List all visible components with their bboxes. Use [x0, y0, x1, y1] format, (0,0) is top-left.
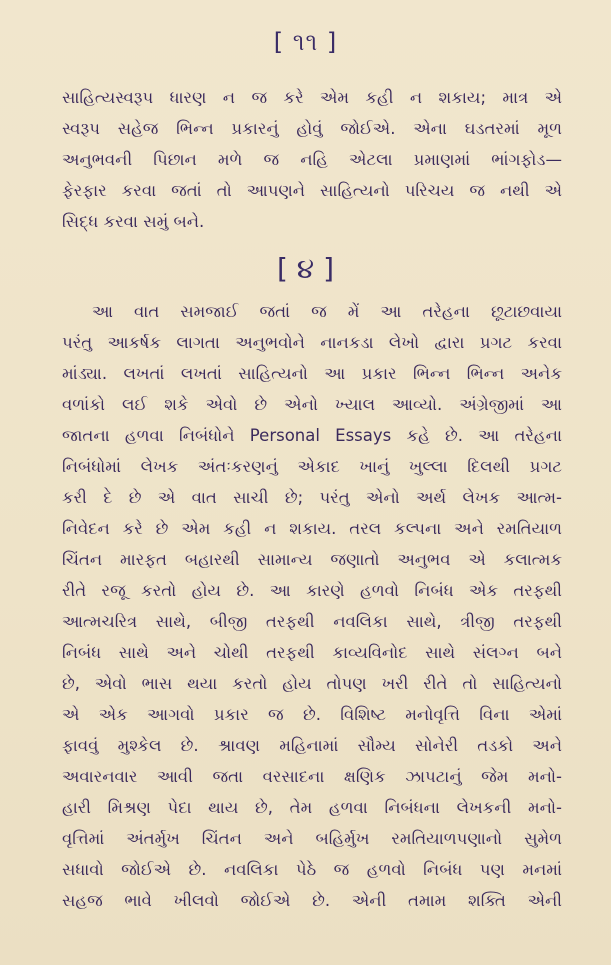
- paragraph-top: [62, 82, 562, 237]
- paragraph-line: સાહિત્યસ્વરૂપ ધારણ ન જ કરે એમ કહી ન શકાય; માત્ર એ: [62, 88, 562, 107]
- paragraph-line: પરંતુ આકર્ષક લાગતા અનુભવોને નાનકડા લેખો દ્વારા પ્રગટ કરવા: [62, 333, 562, 352]
- paragraph-line: જાતના હળવા નિબંધોને Personal Essays કહે છે. આ તરેહના: [62, 426, 562, 445]
- paragraph-line: આત્મચરિત્ર સાથે, બીજી તરફથી નવલિકા સાથે, ત્રીજી તરફથી: [62, 612, 562, 631]
- paragraph-line: કરી દે છે એ વાત સાચી છે; પરંતુ એનો અર્થ લેખક આત્મ-: [62, 488, 562, 507]
- paragraph-line: સહજ ભાવે ખીલવો જોઈએ છે. એની તમામ શક્તિ એની: [62, 891, 562, 910]
- paragraph-line: એ એક આગવો પ્રકાર જ છે. વિશિષ્ટ મનોવૃત્તિ વિના એમાં: [62, 705, 562, 724]
- paragraph-line: ફેરફાર કરવા જતાં તો આપણને સાહિત્યનો પરિચય જ નથી એ: [62, 181, 562, 200]
- paragraph-line: સધાવો જોઈએ છે. નવલિકા પેઠે જ હળવો નિબંધ પણ મનમાં: [62, 860, 562, 879]
- paragraph-line: સિદ્ધ કરવા સમું બને.: [62, 212, 205, 231]
- paragraph-line: માંડ્યા. લખતાં લખતાં સાહિત્યનો આ પ્રકાર ભિન્ન ભિન્ન અનેક: [62, 364, 562, 383]
- paragraph-line: ફાવવું મુશ્કેલ છે. શ્રાવણ મહિનામાં સૌમ્ય સોનેરી તડકો અને: [62, 736, 562, 755]
- paragraph-line: રીતે રજૂ કરતો હોય છે. આ કારણે હળવો નિબંધ એક તરફથી: [62, 581, 562, 600]
- paragraph-line: વૃત્તિમાં અંતર્મુખ ચિંતન અને બહિર્મુખ રમતિયાળપણાનો સુમેળ: [62, 829, 562, 848]
- paragraph-line: અવારનવાર આવી જતા વરસાદના ક્ષણિક ઝાપટાનું જેમ મનો-: [62, 767, 562, 786]
- paragraph-line: નિવેદન કરે છે એમ કહી ન શકાય. તરલ કલ્પના અને રમતિયાળ: [62, 519, 562, 538]
- paragraph-line: આ વાત સમજાઈ જતાં જ મેં આ તરેહના છૂટાછવાયા: [92, 302, 562, 321]
- page-number: [ ૧૧ ]: [273, 28, 338, 56]
- paragraph-main: [62, 296, 562, 916]
- paragraph-line: નિબંધ સાથે અને ચોથી તરફથી કાવ્યવિનોદ સાથે સંલગ્ન બને: [62, 643, 562, 662]
- paragraph-line: હારી મિશ્રણ પેદા થાય છે, તેમ હળવા નિબંધના લેખકની મનો-: [62, 798, 562, 817]
- paragraph-line: છે, એવો ભાસ થયા કરતો હોય તોપણ ખરી રીતે તો સાહિત્યનો: [62, 674, 562, 693]
- paragraph-line: અનુભવની પિછાન મળે જ નહિ એટલા પ્રમાણમાં ભાંગફોડ—: [62, 150, 562, 169]
- section-number: [ ૪ ]: [276, 252, 334, 285]
- paragraph-line: નિબંધોમાં લેખક અંતઃકરણનું એકાદ ખાનું ખુલ્લા દિલથી પ્રગટ: [62, 457, 562, 476]
- paragraph-line: સ્વરૂપ સહેજ ભિન્ન પ્રકારનું હોવું જોઈએ. એના ઘડતરમાં મૂળ: [62, 119, 562, 138]
- paragraph-line: ચિંતન મારફત બહારથી સામાન્ય જણાતો અનુભવ એ કલાત્મક: [62, 550, 562, 569]
- paragraph-line: વળાંકો લઈ શકે એવો છે એનો ખ્યાલ આવ્યો. અંગ્રેજીમાં આ: [62, 395, 562, 414]
